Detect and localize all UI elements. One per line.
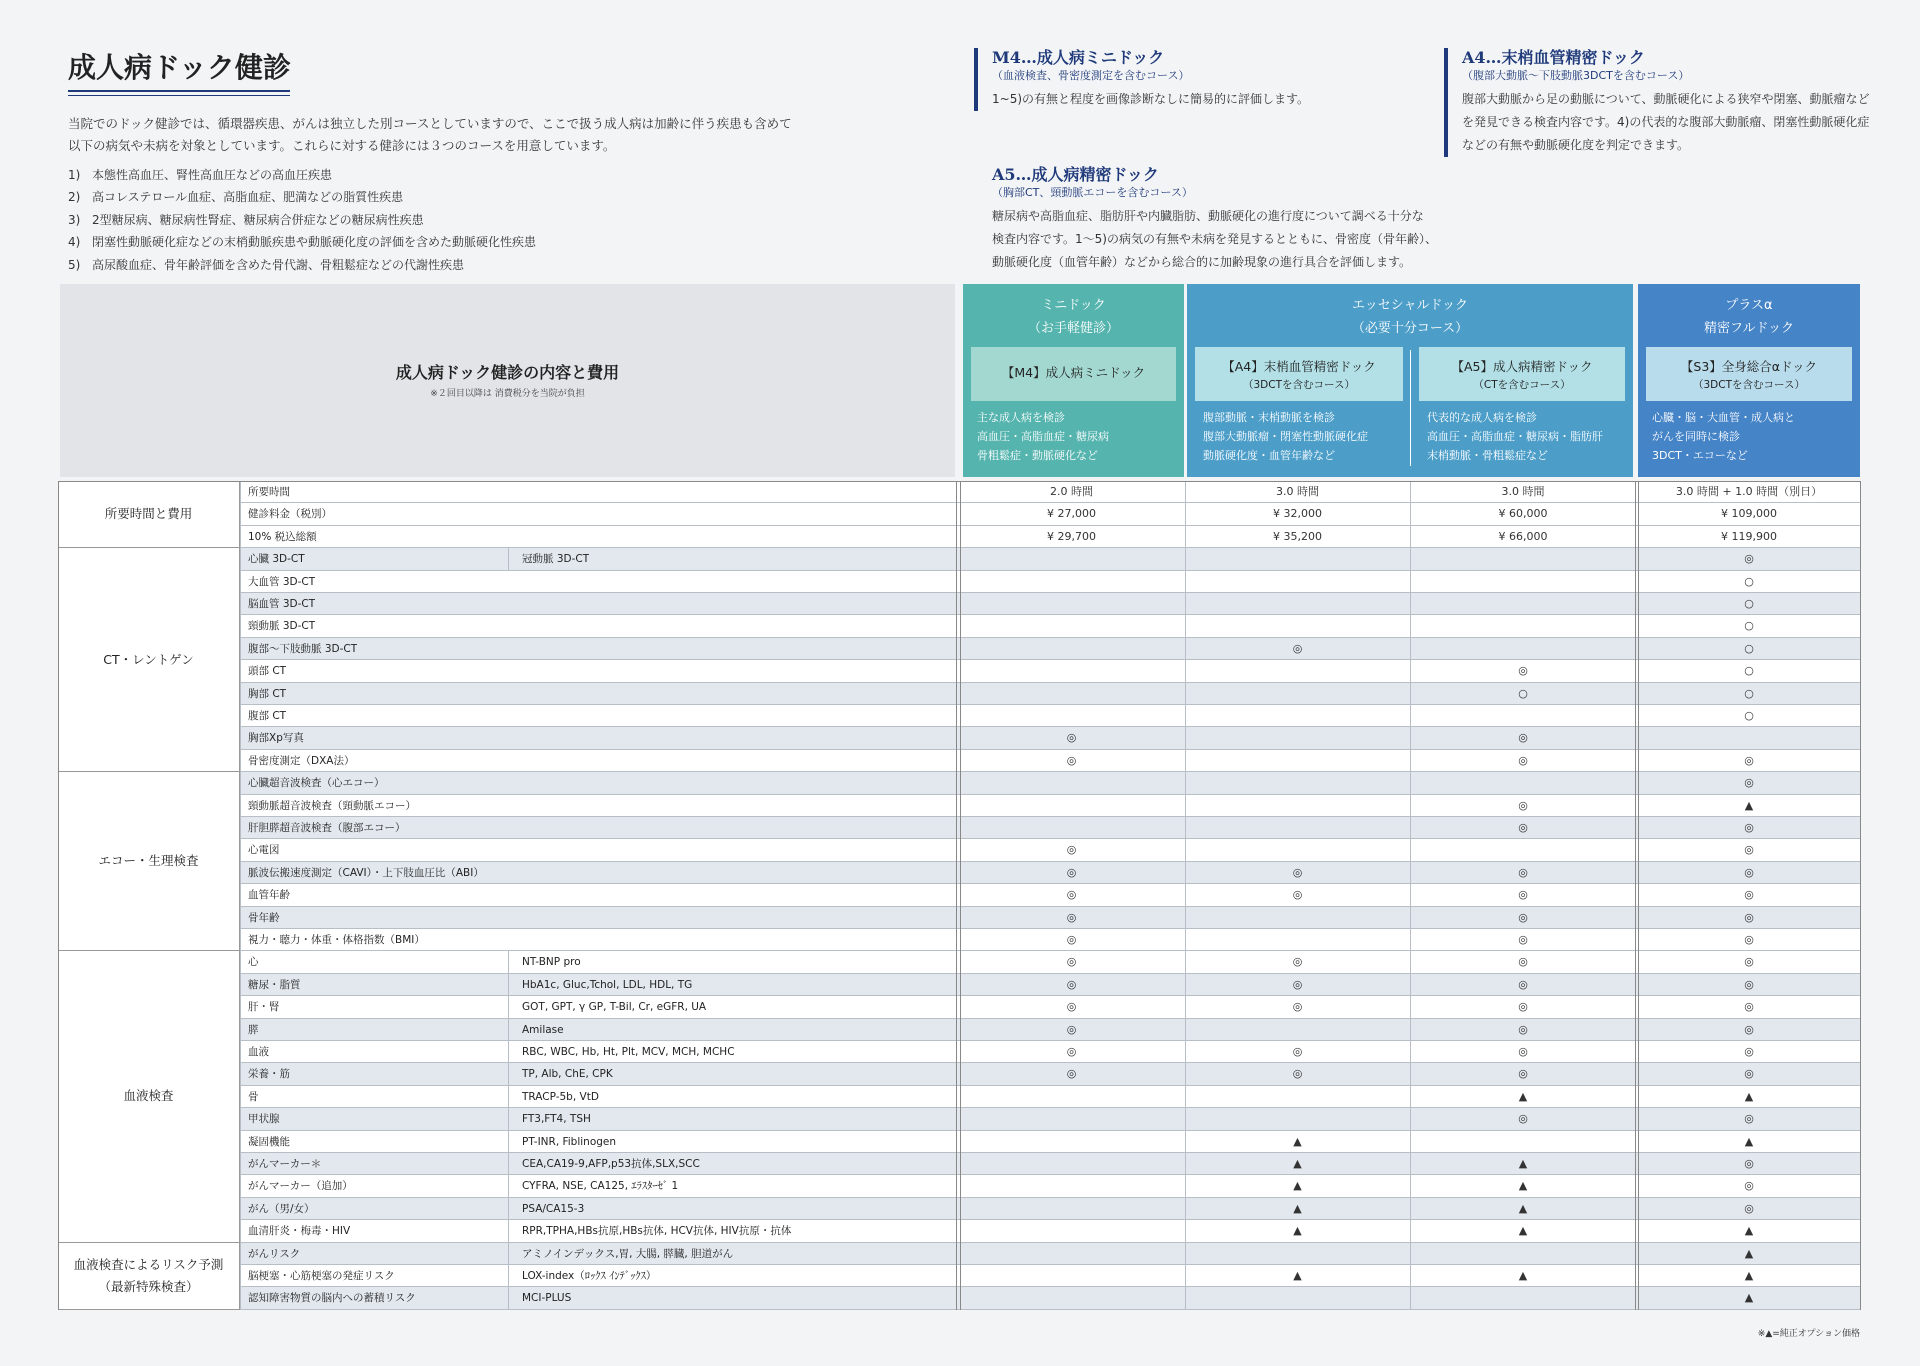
mark-a5: ▲ [1518,1089,1528,1103]
table-row [58,503,1860,525]
mark-s3: ○ [1744,709,1754,722]
mark-s3: ◎ [1744,933,1754,946]
mark-m4: ◎ [1066,731,1077,745]
course-features-s3: 心臓・脳・大血管・成人病と がんを同時に検診 3DCT・エコーなど [1652,411,1795,462]
column-divider [508,951,509,1309]
mark-a5 [1411,638,1635,659]
mark-a5: ◎ [1518,1000,1528,1014]
table-row [58,1086,1860,1108]
group-divider [1410,350,1411,466]
exam-detail: LOX-index（ﾛｯｸｽ ｲﾝﾃﾞｯｸｽ） [522,1270,657,1282]
exam-detail: TP, Alb, ChE, CPK [522,1068,613,1081]
exam-item: 肝胆膵超音波検査（腹部エコー） [248,822,406,834]
mark-m4 [960,571,1183,592]
exam-detail: TRACP-5b, VtD [522,1090,599,1103]
exam-item: 胸部 CT [248,687,287,700]
exam-item: 頸動脈 3D-CT [248,620,316,633]
mark-a4 [1186,929,1409,950]
mark-s3: ◎ [1744,552,1754,566]
exam-detail: Amilase [522,1023,564,1036]
table-row [58,1108,1860,1130]
exam-item: 頭部 CT [248,665,287,678]
mark-a4 [1186,839,1409,860]
exam-detail: GOT, GPT, γ GP, T-Bil, Cr, eGFR, UA [522,1001,707,1014]
exam-item: 10% 税込総額 [248,530,317,543]
mark-s3: ▲ [1744,1291,1754,1305]
group-header-plus: プラスα 精密フルドック 【S3】全身総合αドック （3DCTを含むコース） 心臓・脳・大血管・成人病と がんを同時に検診 3DCT・エコーなど [1638,284,1860,477]
mark-m4 [960,548,1183,569]
mark-a4: ◎ [1292,977,1303,991]
target-item: 5) 高尿酸血症、骨年齢評価を含めた骨代謝、骨粗鬆症などの代謝性疾患 [68,257,465,272]
mark-a5: ◎ [1518,1112,1528,1126]
mark-s3: ▲ [1744,798,1754,812]
mark-a5 [1411,772,1635,793]
exam-item: 胸部Xp写真 [248,732,304,745]
table-row [58,907,1860,929]
group-header-mini: ミニドック （お手軽健診） 【M4】成人病ミニドック 主な成人病を検診 高血圧・高脂血症・糖尿病 骨粗鬆症・動脈硬化など [963,284,1184,477]
exam-detail: RPR,TPHA,HBs抗原,HBs抗体, HCV抗体, HIV抗原・抗体 [522,1225,792,1238]
mark-a5: ◎ [1518,977,1528,991]
mark-a5: ¥ 66,000 [1498,529,1548,543]
mark-a4 [1186,727,1409,748]
exam-detail: 冠動脈 3D-CT [522,553,590,566]
exam-item: 腹部 CT [248,710,287,722]
exam-detail: CYFRA, NSE, CA125, ｴﾗｽﾀｰｾﾞ 1 [522,1180,679,1193]
title-underline-thin [68,95,290,96]
table-row [58,615,1860,637]
mark-a5: ▲ [1518,1179,1528,1193]
mark-m4: ◎ [1066,888,1077,902]
exam-item: 心臓 3D-CT [248,553,305,566]
column-divider [960,481,961,1310]
mark-a4 [1186,772,1409,793]
mark-a5 [1411,593,1635,614]
column-divider [956,481,957,1310]
category-cell: 血液検査 [58,951,240,1242]
exam-item: 健診料金（税別） [248,508,332,521]
mark-a4: ▲ [1293,1201,1302,1215]
table-row [58,526,1860,548]
table-row [58,795,1860,817]
mark-m4: ◎ [1066,1067,1077,1081]
mark-m4 [960,593,1183,614]
table-row [58,727,1860,749]
table-row [58,974,1860,996]
mark-a5: ◎ [1518,1067,1528,1081]
mark-a5 [1411,615,1635,636]
column-divider [508,548,509,570]
exam-item: 大血管 3D-CT [248,575,316,588]
mark-s3: 3.0 時間 + 1.0 時間（別日） [1675,485,1823,498]
title-underline [68,90,290,92]
exam-item: 頸動脈超音波検査（頸動脈エコー） [248,799,416,812]
mark-a4 [1186,817,1409,838]
mark-a4 [1186,1108,1409,1129]
mark-s3: ◎ [1744,1201,1754,1215]
exam-detail: MCI-PLUS [522,1292,572,1305]
mark-a4: ¥ 32,000 [1273,507,1322,521]
exam-item: 骨年齢 [248,911,280,924]
exam-item: 所要時間 [248,486,290,498]
mark-s3: ○ [1744,664,1754,678]
mark-a5 [1411,839,1635,860]
mark-a5: ◎ [1518,1022,1528,1036]
mark-s3: ◎ [1744,1067,1754,1081]
mark-m4: ◎ [1066,977,1077,991]
exam-item: がんリスク [248,1247,301,1260]
mark-m4: 2.0 時間 [1050,485,1093,498]
mark-a4: ◎ [1292,955,1303,969]
mark-m4: ◎ [1066,933,1077,946]
mark-s3: ▲ [1744,1134,1754,1148]
mark-a5 [1411,571,1635,592]
mark-s3: ◎ [1744,888,1754,902]
exam-item: 脳血管 3D-CT [248,598,316,610]
course-features-m4: 主な成人病を検診 高血圧・高脂血症・糖尿病 骨粗鬆症・動脈硬化など [977,411,1109,462]
exam-detail: HbA1c, Gluc,Tchol, LDL, HDL, TG [522,978,693,991]
mark-s3: ◎ [1744,753,1754,767]
mark-a5: ◎ [1518,1045,1528,1058]
mark-a5 [1411,1287,1635,1308]
mark-s3: ◎ [1744,865,1754,879]
mark-a5: ▲ [1518,1269,1528,1282]
mark-s3: ○ [1744,686,1754,700]
mark-m4 [960,705,1183,726]
mark-a4 [1186,795,1409,816]
mark-a4: ¥ 35,200 [1273,529,1322,543]
mark-m4 [960,683,1183,704]
exam-item: 腹部〜下肢動脈 3D-CT [248,642,358,655]
exam-item: 心臓超音波検査（心エコー） [248,777,385,790]
mark-a5: 3.0 時間 [1501,485,1545,498]
mark-m4 [960,1153,1183,1174]
column-divider [240,481,241,1310]
table-row [58,1198,1860,1220]
mark-s3: ◎ [1744,1000,1754,1014]
exam-item: 血清肝炎・梅毒・HIV [248,1225,351,1238]
course-desc-a4: A4…末梢血管精密ドック （腹部大動脈〜下肢動脈3DCTを含むコース） 腹部大動脈から足の動脈について、動脈硬化による狭窄や閉塞、動脈瘤など を発見できる検査内容です。4)の代表的な腹部大動脈瘤、閉塞性動脈硬化症 などの有無や動脈硬化度を判定できます。 [1444,48,1870,157]
mark-a5: ◎ [1518,955,1528,969]
mark-m4 [960,660,1183,681]
mark-a5: ◎ [1518,865,1528,879]
table-row [58,1265,1860,1287]
mark-a4: ◎ [1292,1067,1303,1081]
mark-s3: ◎ [1744,1045,1754,1058]
mark-a4 [1186,1086,1409,1107]
mark-s3: ◎ [1744,1157,1754,1170]
mark-a4: ▲ [1293,1134,1302,1148]
course-features-a5: 代表的な成人病を検診 高血圧・高脂血症・糖尿病・脂肪肝 末梢動脈・骨粗鬆症など [1427,411,1603,462]
exam-detail: PSA/CA15-3 [522,1202,585,1215]
mark-m4 [960,1220,1183,1241]
mark-a4 [1186,615,1409,636]
mark-m4: ◎ [1066,1000,1077,1014]
mark-m4: ◎ [1066,1045,1077,1058]
mark-a4: ◎ [1292,641,1303,655]
target-item: 3) 2型糖尿病、糖尿病性腎症、糖尿病合併症などの糖尿病性疾患 [68,212,424,227]
column-divider [1635,481,1636,1310]
target-item: 1) 本態性高血圧、腎性高血圧などの高血圧疾患 [68,168,333,182]
column-divider [1410,481,1411,1310]
table-row [58,839,1860,861]
column-divider [1860,481,1861,1310]
table-header-main: 成人病ドック健診の内容と費用 ※２回目以降は 消費税分を当院が負担 [60,284,955,477]
mark-m4 [960,817,1183,838]
category-cell: 所要時間と費用 [58,481,240,548]
mark-m4 [960,795,1183,816]
mark-s3: ▲ [1744,1246,1754,1260]
mark-s3: ¥ 109,000 [1721,507,1777,521]
intro-line-1: 当院でのドック健診では、循環器疾患、がんは独立した別コースとしていますので、ここで扱う成人病は加齢に伴う疾患も含めて [68,116,792,131]
target-item: 4) 閉塞性動脈硬化症などの末梢動脈疾患や動脈硬化度の評価を含めた動脈硬化性疾患 [68,235,537,250]
group-header-essential: エッセシャルドック （必要十分コース） 【A4】末梢血管精密ドック （3DCTを含むコース） 【A5】成人病精密ドック （CTを含むコース） 腹部動脈・末梢動脈を検診 腹部大動脈瘤・閉塞性動脈硬化症 動脈硬化度・血管年齢など 代表的な成人病を検診 高血圧・高脂血症・糖尿病・脂肪肝 末梢動脈・骨粗鬆症など [1187,284,1633,477]
mark-m4 [960,1131,1183,1152]
mark-m4 [960,638,1183,659]
column-divider [58,481,59,1310]
mark-a4 [1186,548,1409,569]
table-row [58,929,1860,951]
mark-a4: ◎ [1292,865,1303,879]
mark-a4: 3.0 時間 [1276,485,1319,498]
course-header-m4: 【M4】成人病ミニドック [971,347,1176,401]
exam-detail: RBC, WBC, Hb, Ht, Plt, MCV, MCH, MCHC [522,1046,735,1058]
mark-a4 [1186,571,1409,592]
mark-a4: ◎ [1292,1000,1303,1014]
category-cell: エコー・生理検査 [58,772,240,951]
table-row [58,683,1860,705]
mark-a5: ◎ [1518,888,1528,902]
exam-item: 脳梗塞・心筋梗塞の発症リスク [248,1270,395,1282]
mark-m4: ◎ [1066,1022,1077,1036]
mark-a5: ▲ [1518,1224,1528,1238]
mark-s3: ◎ [1744,1179,1754,1193]
mark-a4 [1186,1019,1409,1040]
table-row [58,1220,1860,1242]
exam-item: 心電図 [248,844,280,857]
mark-a4 [1186,750,1409,771]
mark-m4 [960,1175,1183,1196]
mark-s3: ◎ [1744,1022,1754,1036]
table-row [58,862,1860,884]
mark-m4 [960,1287,1183,1308]
exam-item: 骨 [248,1090,259,1103]
mark-s3: ◎ [1744,910,1754,924]
mark-a5: ▲ [1518,1201,1528,1215]
mark-s3: ○ [1744,574,1754,588]
course-header-a4: 【A4】末梢血管精密ドック （3DCTを含むコース） [1195,347,1403,401]
table-row [58,951,1860,973]
table-row [58,548,1860,570]
exam-item: 糖尿・脂質 [248,978,301,991]
mark-a5 [1411,1131,1635,1152]
exam-item: がんマーカー（追加） [248,1180,353,1193]
mark-m4 [960,1108,1183,1129]
mark-a4: ▲ [1293,1269,1302,1282]
mark-a4 [1186,705,1409,726]
column-divider [1185,481,1186,1310]
mark-a4 [1186,1243,1409,1264]
mark-a5: ◎ [1518,933,1528,946]
table-row [58,996,1860,1018]
footnote: ※▲=純正オプション価格 [1757,1329,1860,1339]
mark-m4: ◎ [1066,865,1077,879]
mark-s3: ◎ [1744,821,1754,834]
mark-a4 [1186,683,1409,704]
category-cell: 血液検査によるリスク予測 （最新特殊検査） [58,1243,240,1310]
table-row [58,1131,1860,1153]
mark-a5 [1411,1243,1635,1264]
target-item: 2) 高コレステロール血症、高脂血症、肥満などの脂質性疾患 [68,190,404,205]
exam-detail: CEA,CA19-9,AFP,p53抗体,SLX,SCC [522,1158,700,1170]
table-row [58,705,1860,727]
mark-m4: ◎ [1066,955,1077,969]
intro-line-2: 以下の病気や未病を対象としています。これらに対する健診には３つのコースを用意しています。 [68,138,616,153]
table-row [58,571,1860,593]
exam-item: 膵 [248,1023,259,1036]
mark-a4: ▲ [1293,1179,1302,1193]
mark-a4 [1186,660,1409,681]
mark-s3 [1638,727,1860,748]
mark-s3: ◎ [1744,1112,1754,1126]
table-row [58,593,1860,615]
mark-m4: ◎ [1066,753,1077,767]
mark-s3: ▲ [1744,1224,1754,1238]
target-disease-list [68,164,536,276]
column-divider [1638,481,1639,1310]
exam-detail: NT-BNP pro [522,956,581,969]
mark-m4 [960,772,1183,793]
mark-a5: ○ [1518,686,1528,700]
mark-s3: ○ [1744,597,1754,610]
mark-a4: ▲ [1293,1224,1302,1238]
mark-s3: ◎ [1744,776,1754,790]
table-row [58,1063,1860,1085]
table-row [58,1175,1860,1197]
mark-m4 [960,1265,1183,1286]
mark-a4 [1186,907,1409,928]
table-row [58,772,1860,794]
mark-s3: ▲ [1744,1089,1754,1103]
mark-m4 [960,1243,1183,1264]
page-title: 成人病ドック健診 [68,51,291,84]
mark-a5: ▲ [1518,1157,1528,1170]
exam-item: 凝固機能 [248,1135,290,1148]
course-desc-m4: M4…成人病ミニドック （血液検査、骨密度測定を含むコース） 1~5)の有無と程度を画像診断なしに簡易的に評価します。 [974,48,1309,111]
table-row [58,1287,1860,1309]
mark-a5: ◎ [1518,731,1528,745]
table-top-border [58,481,1860,482]
course-header-s3: 【S3】全身総合αドック （3DCTを含むコース） [1646,347,1852,401]
mark-s3: ○ [1744,619,1754,633]
table-row [58,817,1860,839]
course-header-a5: 【A5】成人病精密ドック （CTを含むコース） [1419,347,1625,401]
exam-item: 認知障害物質の脳内への蓄積リスク [248,1292,416,1305]
table-row [58,1153,1860,1175]
mark-a5 [1411,548,1635,569]
mark-a4: ▲ [1293,1157,1302,1170]
table-row [58,481,1860,503]
mark-m4 [960,615,1183,636]
exam-item: 血管年齢 [248,889,290,902]
mark-a5: ◎ [1518,753,1528,767]
mark-a5: ¥ 60,000 [1498,507,1548,521]
exam-item: 骨密度測定（DXA法） [248,754,355,767]
mark-s3: ◎ [1744,955,1754,969]
exam-detail: FT3,FT4, TSH [522,1113,591,1126]
table-row [58,1243,1860,1265]
table-row [58,884,1860,906]
exam-item: がん（男/女） [248,1202,315,1215]
mark-a4: ◎ [1292,888,1303,902]
mark-a4 [1186,593,1409,614]
mark-a5: ◎ [1518,664,1528,678]
mark-s3: ◎ [1744,977,1754,991]
table-row [58,660,1860,682]
mark-a5: ◎ [1518,910,1528,924]
category-cell: CT・レントゲン [58,548,240,772]
exam-detail: アミノインデックス,胃, 大腸, 膵臓, 胆道がん [522,1247,734,1260]
table-row [58,750,1860,772]
mark-s3: ▲ [1744,1269,1754,1282]
mark-m4: ◎ [1066,910,1077,924]
mark-a4 [1186,1287,1409,1308]
mark-s3: ¥ 119,900 [1721,529,1777,543]
mark-m4: ¥ 27,000 [1047,507,1096,521]
table-row [58,1041,1860,1063]
course-features-a4: 腹部動脈・末梢動脈を検診 腹部大動脈瘤・閉塞性動脈硬化症 動脈硬化度・血管年齢など [1203,411,1368,462]
mark-m4 [960,1198,1183,1219]
exam-item: 心 [248,956,259,969]
mark-m4 [960,1086,1183,1107]
mark-a4: ◎ [1292,1045,1303,1058]
mark-s3: ◎ [1744,843,1754,857]
mark-s3: ○ [1744,641,1754,655]
exam-item: 視力・聴力・体重・体格指数（BMI） [248,934,425,946]
mark-a5: ◎ [1518,798,1528,812]
exam-item: 脈波伝搬速度測定（CAVI）・上下肢血圧比（ABI） [248,866,484,879]
exam-detail: PT-INR, Fiblinogen [522,1135,617,1148]
exam-item: 栄養・筋 [248,1068,290,1081]
exam-item: 肝・腎 [248,1001,280,1014]
mark-m4: ¥ 29,700 [1047,529,1096,543]
mark-a5: ◎ [1518,821,1528,834]
exam-item: がんマーカー＊ [248,1158,322,1170]
exam-item: 血液 [248,1046,269,1058]
table-row [58,638,1860,660]
exam-item: 甲状腺 [248,1113,280,1126]
table-row [58,1019,1860,1041]
mark-a5 [1411,705,1635,726]
course-desc-a5: A5…成人病精密ドック （胸部CT、頸動脈エコーを含むコース） 糖尿病や高脂血症、脂肪肝や内臓脂肪、動脈硬化の進行度について調べる十分な 検査内容です。1〜5)の病気の有無や未病を発見するとともに、骨密度（骨年齢）、 動脈硬化度（血管年齢）などから総合的に加齢現象の進行具合を評価します。 [992,165,1437,269]
mark-m4: ◎ [1066,843,1077,857]
